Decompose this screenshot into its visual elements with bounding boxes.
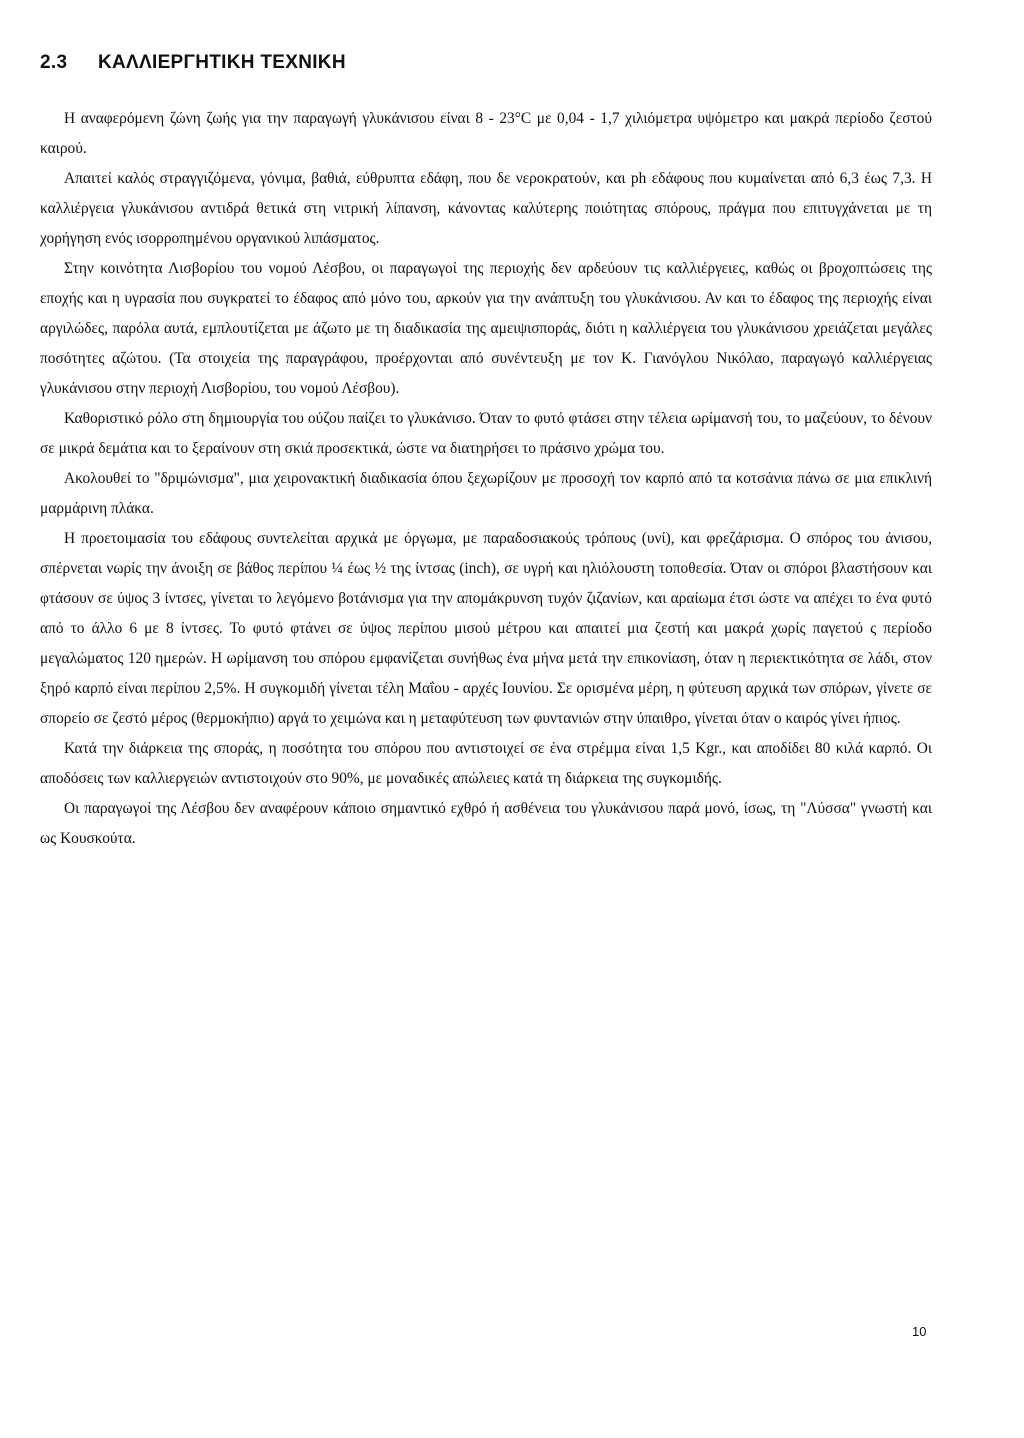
- paragraph-lisvori: Στην κοινότητα Λισβορίου του νομού Λέσβου, οι παραγωγοί της περιοχής δεν αρδεύουν τις καλλιέργειες, καθώς οι βροχοπτώσεις της εποχής και η υγρασία που συγκρατεί το έδαφος από μόνο του, αρκούν για την ανάπτυξη του γλυκάνισου. Αν και το έδαφος της περιοχής είναι αργιλώδες, παρόλα αυτά, εμπλουτίζεται με άζωτο με τη διαδικασία της αμειψισποράς, διότι η καλλιέργεια του γλυκάνισου χρειάζεται μεγάλες ποσότητες αζώτου. (Τα στοιχεία της παραγράφου, προέρχονται από συνέντευξη με τον Κ. Γιανόγλου Νικόλαο, παραγωγό καλλιέργειας γλυκάνισου στην περιοχή Λισβορίου, του νομού Λέσβου).: [40, 260, 932, 397]
- section-number: 2.3: [40, 52, 68, 73]
- page-number: 10: [912, 1324, 927, 1339]
- section-heading: [40, 51, 940, 75]
- section-body: [40, 104, 932, 854]
- paragraph-yield: Κατά την διάρκεια της σποράς, η ποσότητα του σπόρου που αντιστοιχεί σε ένα στρέμμα είναι 1,5 Kgr., και αποδίδει 80 κιλά καρπό. Οι αποδόσεις των καλλιεργειών αντιστοιχούν στο 90%, με μοναδικές απώλειες κατά τη διάρκεια της συγκομιδής.: [40, 740, 932, 787]
- paragraph-soil-preparation: Η προετοιμασία του εδάφους συντελείται αρχικά με όργωμα, με παραδοσιακούς τρόπους (υνί), και φρεζάρισμα. Ο σπόρος του άνισου, σπέρνεται νωρίς την άνοιξη σε βάθος περίπου ¼ έως ½ της ίντσας (inch), σε υγρή και ηλιόλουστη τοποθεσία. Όταν οι σπόροι βλαστήσουν και φτάσουν σε ύψος 3 ίντσες, γίνεται το λεγόμενο βοτάνισμα για την απομάκρυνση τυχόν ζιζανίων, και αραίωμα έτσι ώστε να απέχει το ένα φυτό από το άλλο 6 με 8 ίντσες. Το φυτό φτάνει σε ύψος περίπου μισού μέτρου και απαιτεί μια ζεστή και μακρά χωρίς παγετού ς περίοδο μεγαλώματος 120 ημερών. Η ωρίμανση του σπόρου εμφανίζεται συνήθως ένα μήνα μετά την επικονίαση, όταν η περιεκτικότητα σε λάδι, στον ξηρό καρπό είναι περίπου 2,5%. Η συγκομιδή γίνεται τέλη Μαΐου - αρχές Ιουνίου. Σε ορισμένα μέρη, η φύτευση αρχικά των σπόρων, γίνετε σε σπορείο σε ζεστό μέρος (θερμοκήπιο) αργά το χειμώνα και η μεταφύτευση των φυντανιών στην ύπαιθρο, γίνεται όταν ο καιρός γίνει ήπιος.: [40, 530, 932, 727]
- section-title: ΚΑΛΛΙΕΡΓΗΤΙΚΗ ΤΕΧΝΙΚΗ: [98, 52, 346, 73]
- paragraph-drimonisma: Ακολουθεί το "δριμώνισμα", μια χειρονακτική διαδικασία όπου ξεχωρίζουν με προσοχή τον καρπό από τα κοτσάνια πάνω σε μια επικλινή μαρμάρινη πλάκα.: [40, 470, 932, 517]
- paragraph-climate: Η αναφερόμενη ζώνη ζωής για την παραγωγή γλυκάνισου είναι 8 - 23°C με 0,04 - 1,7 χιλιόμετρα υψόμετρο και μακρά περίοδο ζεστού καιρού.: [40, 110, 932, 157]
- paragraph-soil: Απαιτεί καλός στραγγιζόμενα, γόνιμα, βαθιά, εύθρυπτα εδάφη, που δε νεροκρατούν, και ph εδάφους που κυμαίνεται από 6,3 έως 7,3. Η καλλιέργεια γλυκάνισου αντιδρά θετικά στη νιτρική λίπανση, κάνοντας καλύτερης ποιότητας σπόρους, πράγμα που επιτυγχάνεται με τη χορήγηση ενός ισορροπημένου οργανικού λιπάσματος.: [40, 170, 932, 247]
- paragraph-pests: Οι παραγωγοί της Λέσβου δεν αναφέρουν κάποιο σημαντικό εχθρό ή ασθένεια του γλυκάνισου παρά μονό, ίσως, τη "Λύσσα" γνωστή και ως Κουσκούτα.: [40, 800, 932, 847]
- paragraph-harvest-drying: Καθοριστικό ρόλο στη δημιουργία του ούζου παίζει το γλυκάνισο. Όταν το φυτό φτάσει στην τέλεια ωρίμανσή του, το μαζεύουν, το δένουν σε μικρά δεμάτια και το ξεραίνουν στη σκιά προσεκτικά, ώστε να διατηρήσει το πράσινο χρώμα του.: [40, 410, 932, 457]
